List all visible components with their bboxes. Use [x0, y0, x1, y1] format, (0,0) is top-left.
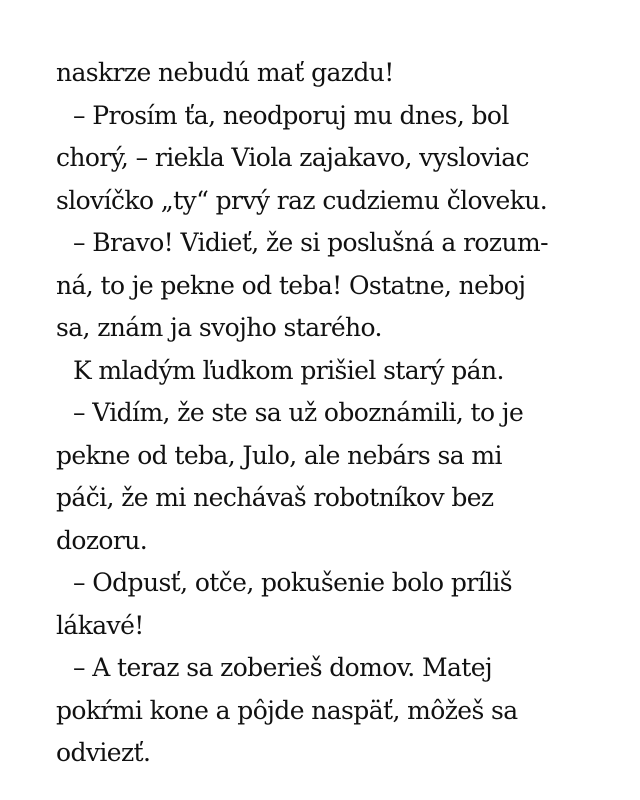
text-line: naskrze nebudú mať gazdu!: [56, 58, 394, 87]
text-line: – Bravo! Vidieť, že si poslušná a rozum-: [73, 228, 548, 257]
text-line: slovíčko „ty“ prvý raz cudziemu človeku.: [56, 185, 548, 215]
text-line: pokŕmi kone a pôjde naspäť, môžeš sa: [56, 695, 518, 725]
text-line: – Prosím ťa, neodporuj mu dnes, bol: [73, 100, 509, 130]
text-line: lákavé!: [56, 610, 144, 640]
text-line: chorý, – riekla Viola zajakavo, vysloviac: [56, 143, 529, 172]
book-page-text: [56, 52, 596, 775]
text-line: sa, znám ja svojho starého.: [56, 313, 382, 342]
text-line: ná, to je pekne od teba! Ostatne, neboj: [56, 270, 526, 300]
text-line: páči, že mi nechávaš robotníkov bez: [56, 483, 494, 512]
text-line: – Odpusť, otče, pokušenie bolo príliš: [73, 568, 512, 597]
text-line: K mladým ľudkom prišiel starý pán.: [73, 355, 504, 385]
text-line: – Vidím, že ste sa už oboznámili, to je: [73, 398, 524, 427]
text-line: dozoru.: [56, 525, 148, 555]
text-line: – A teraz sa zoberieš domov. Matej: [73, 653, 493, 682]
text-line: odviezť.: [56, 738, 151, 767]
text-line: pekne od teba, Julo, ale nebárs sa mi: [56, 440, 502, 470]
